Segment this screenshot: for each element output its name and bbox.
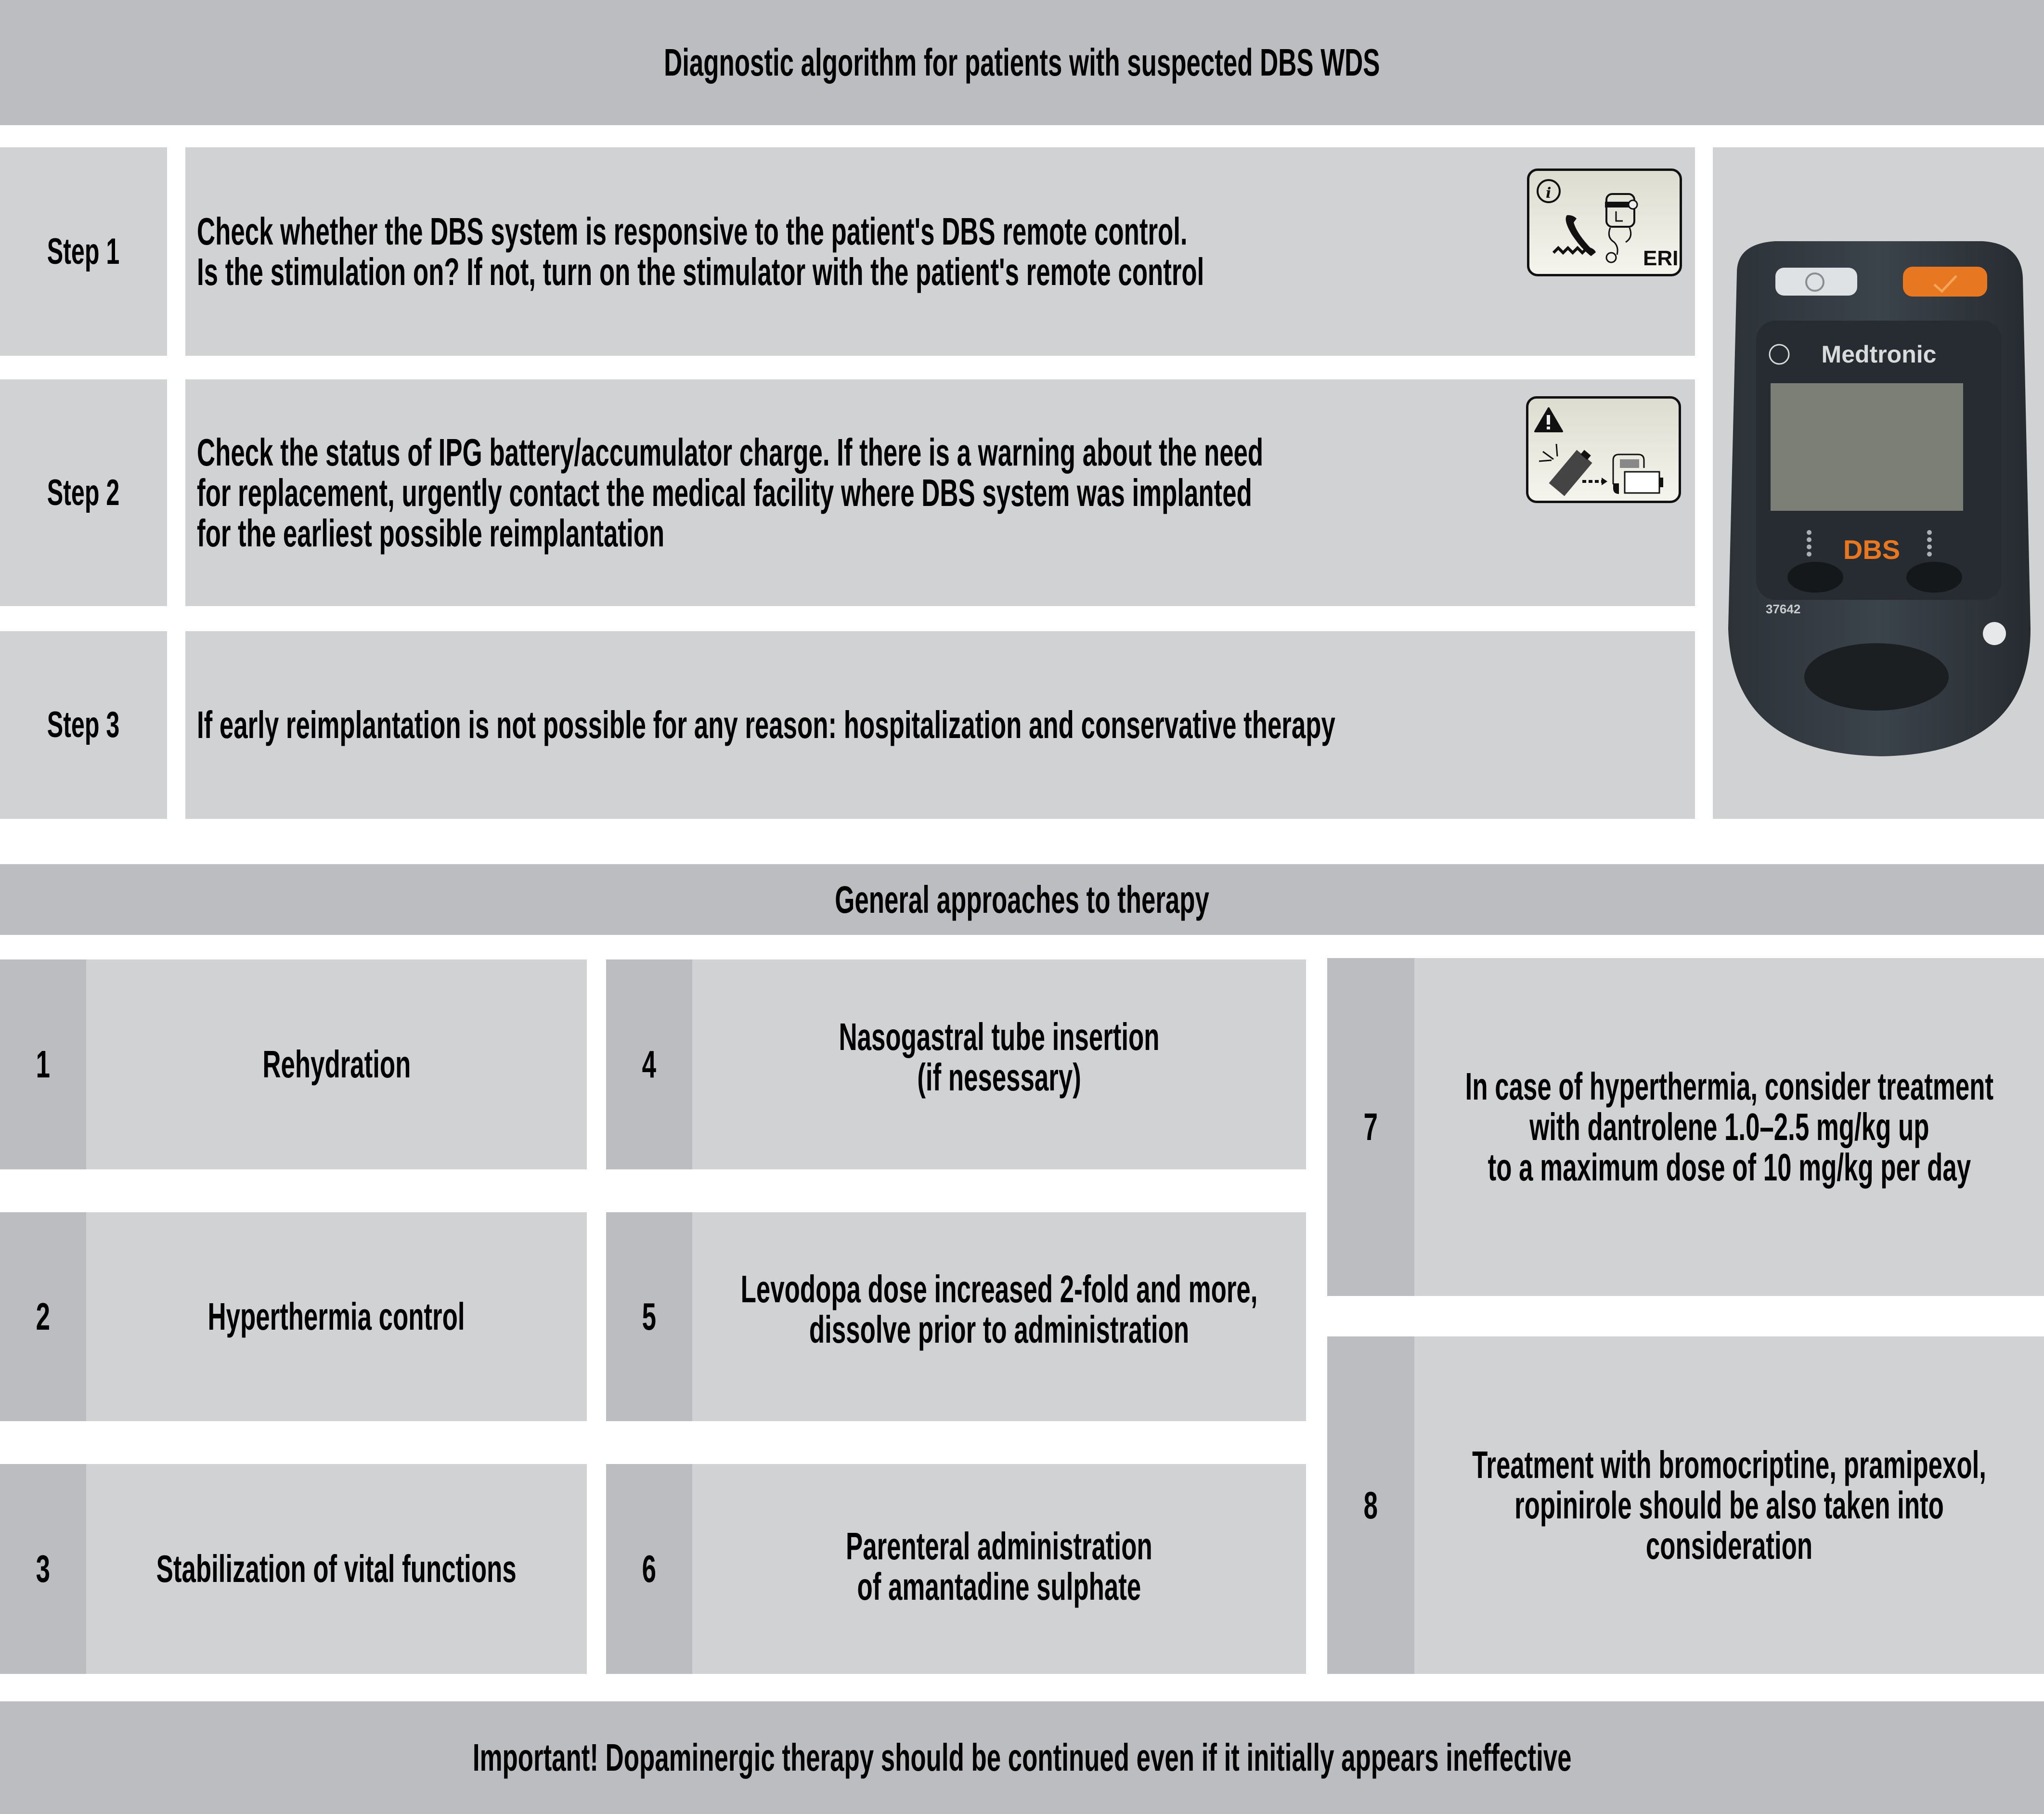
- therapy-number: 8: [1363, 1483, 1378, 1527]
- therapy-line: ropinirole should be also taken into: [1514, 1483, 1944, 1527]
- therapy-text: [156, 1549, 517, 1589]
- step-3-label: Step 3: [47, 704, 120, 745]
- therapy-line: Parenteral administration: [846, 1525, 1152, 1568]
- therapy-text: [741, 1269, 1258, 1350]
- therapy-item-1: [86, 959, 587, 1169]
- therapy-item-7: [1414, 958, 2044, 1296]
- medtronic-logo-text: Medtronic: [1821, 341, 1937, 368]
- main-title: Diagnostic algorithm for patients with suspected DBS WDS: [664, 41, 1380, 84]
- therapy-line: Hyperthermia control: [208, 1295, 465, 1338]
- step-1-line: Is the stimulation on? If not, turn on the stimulator with the patient's remote control: [197, 250, 1204, 293]
- svg-text:i: i: [1546, 185, 1552, 202]
- therapy-text: [1465, 1066, 1993, 1188]
- step-2-label-cell: [0, 379, 167, 606]
- therapy-number: 2: [36, 1295, 51, 1338]
- therapy-header-banner: [0, 864, 2044, 935]
- therapy-line: dissolve prior to administration: [809, 1308, 1190, 1351]
- therapy-num-2: [0, 1212, 86, 1421]
- step-2-line: for replacement, urgently contact the medical facility where DBS system was implanted: [197, 471, 1252, 514]
- therapy-number: 6: [642, 1547, 657, 1590]
- therapy-item-4: [692, 959, 1306, 1169]
- therapy-line: consideration: [1645, 1524, 1813, 1567]
- eri-label: ERI: [1643, 246, 1679, 270]
- therapy-item-6: [692, 1464, 1306, 1674]
- therapy-item-8: [1414, 1336, 2044, 1674]
- therapy-number: 5: [642, 1295, 657, 1338]
- step-2-text: [197, 432, 1263, 554]
- therapy-num-3: [0, 1464, 86, 1674]
- therapy-number: 7: [1363, 1105, 1378, 1148]
- therapy-num-6: [606, 1464, 692, 1674]
- phone-doctor-eri-icon: [1527, 168, 1682, 276]
- therapy-num-4: [606, 959, 692, 1169]
- therapy-text: [208, 1296, 465, 1337]
- step-1-text: [197, 211, 1204, 292]
- step-2-label: Step 2: [47, 472, 120, 513]
- step-3-text: [197, 705, 1335, 745]
- therapy-number: 4: [642, 1043, 657, 1086]
- battery-replacement-warning-icon: [1526, 396, 1681, 503]
- important-note: Important! Dopaminergic therapy should be continued even if it initially appears ineffective: [472, 1736, 1572, 1779]
- therapy-item-3: [86, 1464, 587, 1674]
- model-number: 37642: [1766, 602, 1801, 616]
- therapy-text: [262, 1044, 411, 1085]
- step-1-content: [185, 147, 1695, 356]
- therapy-num-8: [1327, 1336, 1414, 1674]
- therapy-line: Rehydration: [262, 1043, 411, 1086]
- step-2-content: [185, 379, 1695, 606]
- remote-control-panel: [1713, 147, 2044, 819]
- therapy-number: 1: [36, 1043, 51, 1086]
- main-title-banner: [0, 0, 2044, 125]
- therapy-line: to a maximum dose of 10 mg/kg per day: [1488, 1146, 1971, 1189]
- therapy-line: of amantadine sulphate: [857, 1565, 1141, 1608]
- therapy-line: Treatment with bromocriptine, pramipexol,: [1472, 1443, 1986, 1486]
- therapy-header: General approaches to therapy: [835, 878, 1209, 921]
- step-1-label: Step 1: [47, 231, 120, 272]
- therapy-num-1: [0, 959, 86, 1169]
- therapy-line: Levodopa dose increased 2-fold and more,: [740, 1268, 1258, 1310]
- step-3-label-cell: [0, 631, 167, 819]
- step-1-line: Check whether the DBS system is responsive to the patient's DBS remote control.: [197, 209, 1188, 253]
- therapy-number: 3: [36, 1547, 51, 1590]
- therapy-line: Stabilization of vital functions: [156, 1547, 517, 1590]
- dbs-remote-control-image: [1713, 147, 2044, 819]
- therapy-line: Nasogastral tube insertion: [839, 1015, 1160, 1058]
- therapy-num-5: [606, 1212, 692, 1421]
- important-note-banner: [0, 1701, 2044, 1814]
- therapy-text: [846, 1526, 1152, 1607]
- therapy-item-2: [86, 1212, 587, 1421]
- step-2-line: for the earliest possible reimplantation: [197, 511, 665, 555]
- therapy-text: [839, 1017, 1159, 1098]
- therapy-line: with dantrolene 1.0–2.5 mg/kg up: [1529, 1105, 1929, 1148]
- therapy-item-5: [692, 1212, 1306, 1421]
- step-1-label-cell: [0, 147, 167, 356]
- therapy-num-7: [1327, 958, 1414, 1296]
- therapy-text: [1472, 1445, 1986, 1566]
- therapy-line: In case of hyperthermia, consider treatment: [1465, 1065, 1993, 1108]
- step-2-line: Check the status of IPG battery/accumulator charge. If there is a warning about the need: [197, 430, 1264, 474]
- step-3-content: [185, 631, 1695, 819]
- step-3-line: If early reimplantation is not possible for any reason: hospitalization and conservative therapy: [197, 703, 1335, 746]
- dbs-device-label: DBS: [1843, 534, 1901, 565]
- therapy-line: (if nesessary): [917, 1056, 1081, 1099]
